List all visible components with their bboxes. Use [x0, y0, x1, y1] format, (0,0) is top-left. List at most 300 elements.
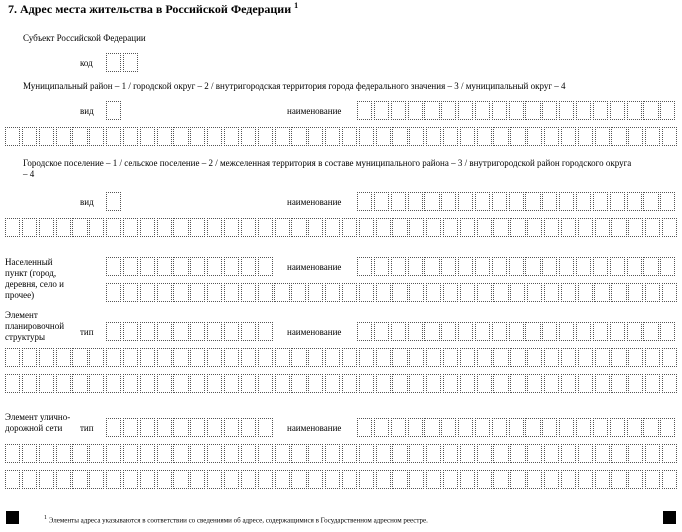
input-cell[interactable] — [392, 348, 407, 367]
input-cell[interactable] — [409, 444, 424, 463]
input-cell[interactable] — [561, 470, 576, 489]
input-cell[interactable] — [443, 348, 458, 367]
urban-settlement-name-cells-2[interactable] — [5, 218, 679, 237]
input-cell[interactable] — [123, 348, 138, 367]
input-cell[interactable] — [22, 374, 37, 393]
input-cell[interactable] — [376, 444, 391, 463]
input-cell[interactable] — [374, 101, 389, 120]
input-cell[interactable] — [89, 348, 104, 367]
input-cell[interactable] — [492, 101, 507, 120]
input-cell[interactable] — [610, 192, 625, 211]
input-cell[interactable] — [578, 127, 593, 146]
input-cell[interactable] — [493, 374, 508, 393]
input-cell[interactable] — [477, 374, 492, 393]
input-cell[interactable] — [525, 101, 540, 120]
input-cell[interactable] — [157, 322, 172, 341]
input-cell[interactable] — [660, 418, 675, 437]
input-cell[interactable] — [645, 348, 660, 367]
input-cell[interactable] — [576, 192, 591, 211]
input-cell[interactable] — [106, 127, 121, 146]
planning-element-type-cells[interactable] — [106, 322, 274, 341]
input-cell[interactable] — [458, 322, 473, 341]
input-cell[interactable] — [241, 470, 256, 489]
input-cell[interactable] — [443, 218, 458, 237]
input-cell[interactable] — [662, 470, 677, 489]
input-cell[interactable] — [544, 374, 559, 393]
input-cell[interactable] — [275, 218, 290, 237]
input-cell[interactable] — [443, 127, 458, 146]
street-element-type-cells[interactable] — [106, 418, 274, 437]
input-cell[interactable] — [426, 444, 441, 463]
input-cell[interactable] — [173, 218, 188, 237]
input-cell[interactable] — [376, 127, 391, 146]
input-cell[interactable] — [561, 127, 576, 146]
input-cell[interactable] — [576, 418, 591, 437]
input-cell[interactable] — [525, 257, 540, 276]
input-cell[interactable] — [408, 257, 423, 276]
input-cell[interactable] — [308, 218, 323, 237]
input-cell[interactable] — [458, 257, 473, 276]
input-cell[interactable] — [595, 127, 610, 146]
input-cell[interactable] — [627, 257, 642, 276]
street-element-name-cells-1[interactable] — [357, 418, 677, 437]
planning-element-name-cells-2[interactable] — [5, 348, 679, 367]
input-cell[interactable] — [207, 374, 222, 393]
planning-element-name-cells-1[interactable] — [357, 322, 677, 341]
input-cell[interactable] — [477, 348, 492, 367]
input-cell[interactable] — [643, 192, 658, 211]
input-cell[interactable] — [391, 192, 406, 211]
input-cell[interactable] — [207, 348, 222, 367]
input-cell[interactable] — [342, 374, 357, 393]
input-cell[interactable] — [374, 257, 389, 276]
input-cell[interactable] — [106, 257, 121, 276]
input-cell[interactable] — [123, 374, 138, 393]
input-cell[interactable] — [576, 322, 591, 341]
input-cell[interactable] — [106, 418, 121, 437]
input-cell[interactable] — [510, 283, 525, 302]
input-cell[interactable] — [140, 257, 155, 276]
input-cell[interactable] — [611, 444, 626, 463]
input-cell[interactable] — [376, 218, 391, 237]
input-cell[interactable] — [392, 218, 407, 237]
input-cell[interactable] — [258, 283, 273, 302]
input-cell[interactable] — [595, 444, 610, 463]
input-cell[interactable] — [409, 127, 424, 146]
input-cell[interactable] — [460, 348, 475, 367]
input-cell[interactable] — [578, 218, 593, 237]
input-cell[interactable] — [241, 218, 256, 237]
input-cell[interactable] — [224, 348, 239, 367]
input-cell[interactable] — [408, 101, 423, 120]
input-cell[interactable] — [325, 283, 340, 302]
input-cell[interactable] — [392, 127, 407, 146]
input-cell[interactable] — [123, 283, 138, 302]
input-cell[interactable] — [492, 418, 507, 437]
input-cell[interactable] — [593, 101, 608, 120]
input-cell[interactable] — [510, 218, 525, 237]
input-cell[interactable] — [275, 348, 290, 367]
input-cell[interactable] — [628, 470, 643, 489]
input-cell[interactable] — [424, 101, 439, 120]
input-cell[interactable] — [525, 418, 540, 437]
input-cell[interactable] — [258, 348, 273, 367]
input-cell[interactable] — [325, 470, 340, 489]
input-cell[interactable] — [308, 470, 323, 489]
input-cell[interactable] — [441, 101, 456, 120]
input-cell[interactable] — [157, 348, 172, 367]
input-cell[interactable] — [190, 127, 205, 146]
input-cell[interactable] — [342, 283, 357, 302]
input-cell[interactable] — [392, 374, 407, 393]
input-cell[interactable] — [275, 444, 290, 463]
input-cell[interactable] — [72, 374, 87, 393]
input-cell[interactable] — [224, 418, 239, 437]
input-cell[interactable] — [660, 192, 675, 211]
input-cell[interactable] — [559, 192, 574, 211]
input-cell[interactable] — [308, 127, 323, 146]
input-cell[interactable] — [89, 374, 104, 393]
locality-type-cells-1[interactable] — [106, 257, 274, 276]
input-cell[interactable] — [56, 470, 71, 489]
input-cell[interactable] — [628, 283, 643, 302]
input-cell[interactable] — [140, 348, 155, 367]
input-cell[interactable] — [123, 218, 138, 237]
input-cell[interactable] — [595, 348, 610, 367]
input-cell[interactable] — [458, 101, 473, 120]
input-cell[interactable] — [559, 101, 574, 120]
input-cell[interactable] — [241, 257, 256, 276]
input-cell[interactable] — [544, 444, 559, 463]
input-cell[interactable] — [391, 418, 406, 437]
input-cell[interactable] — [123, 470, 138, 489]
input-cell[interactable] — [173, 418, 188, 437]
input-cell[interactable] — [325, 374, 340, 393]
input-cell[interactable] — [578, 374, 593, 393]
input-cell[interactable] — [643, 418, 658, 437]
input-cell[interactable] — [493, 218, 508, 237]
municipal-district-type-cell[interactable] — [106, 101, 123, 120]
input-cell[interactable] — [274, 283, 289, 302]
input-cell[interactable] — [542, 192, 557, 211]
input-cell[interactable] — [477, 444, 492, 463]
input-cell[interactable] — [426, 127, 441, 146]
input-cell[interactable] — [595, 218, 610, 237]
input-cell[interactable] — [56, 374, 71, 393]
input-cell[interactable] — [660, 101, 675, 120]
input-cell[interactable] — [72, 127, 87, 146]
input-cell[interactable] — [542, 418, 557, 437]
input-cell[interactable] — [357, 257, 372, 276]
input-cell[interactable] — [409, 374, 424, 393]
input-cell[interactable] — [475, 257, 490, 276]
input-cell[interactable] — [207, 283, 222, 302]
input-cell[interactable] — [173, 257, 188, 276]
input-cell[interactable] — [544, 283, 559, 302]
input-cell[interactable] — [376, 374, 391, 393]
input-cell[interactable] — [359, 374, 374, 393]
input-cell[interactable] — [509, 101, 524, 120]
input-cell[interactable] — [5, 127, 20, 146]
locality-name-cells-1[interactable] — [357, 257, 677, 276]
input-cell[interactable] — [628, 127, 643, 146]
input-cell[interactable] — [39, 218, 54, 237]
input-cell[interactable] — [561, 444, 576, 463]
input-cell[interactable] — [72, 470, 87, 489]
input-cell[interactable] — [460, 127, 475, 146]
input-cell[interactable] — [493, 470, 508, 489]
input-cell[interactable] — [342, 470, 357, 489]
input-cell[interactable] — [578, 470, 593, 489]
input-cell[interactable] — [475, 322, 490, 341]
input-cell[interactable] — [610, 257, 625, 276]
input-cell[interactable] — [542, 257, 557, 276]
input-cell[interactable] — [190, 418, 205, 437]
input-cell[interactable] — [662, 283, 677, 302]
input-cell[interactable] — [593, 322, 608, 341]
input-cell[interactable] — [106, 53, 121, 72]
input-cell[interactable] — [460, 444, 475, 463]
street-element-name-cells-2[interactable] — [5, 444, 679, 463]
input-cell[interactable] — [342, 444, 357, 463]
input-cell[interactable] — [559, 418, 574, 437]
input-cell[interactable] — [645, 374, 660, 393]
input-cell[interactable] — [576, 257, 591, 276]
input-cell[interactable] — [627, 322, 642, 341]
input-cell[interactable] — [662, 444, 677, 463]
input-cell[interactable] — [140, 218, 155, 237]
input-cell[interactable] — [5, 444, 20, 463]
input-cell[interactable] — [359, 283, 374, 302]
input-cell[interactable] — [409, 283, 424, 302]
input-cell[interactable] — [39, 348, 54, 367]
input-cell[interactable] — [56, 127, 71, 146]
input-cell[interactable] — [207, 257, 222, 276]
input-cell[interactable] — [443, 283, 458, 302]
input-cell[interactable] — [342, 218, 357, 237]
municipal-district-name-cells-2[interactable] — [5, 127, 679, 146]
input-cell[interactable] — [424, 322, 439, 341]
input-cell[interactable] — [291, 218, 306, 237]
input-cell[interactable] — [458, 418, 473, 437]
input-cell[interactable] — [258, 218, 273, 237]
input-cell[interactable] — [594, 283, 609, 302]
input-cell[interactable] — [207, 444, 222, 463]
input-cell[interactable] — [359, 218, 374, 237]
input-cell[interactable] — [441, 192, 456, 211]
input-cell[interactable] — [123, 53, 138, 72]
input-cell[interactable] — [408, 322, 423, 341]
input-cell[interactable] — [241, 348, 256, 367]
input-cell[interactable] — [224, 218, 239, 237]
input-cell[interactable] — [106, 374, 121, 393]
input-cell[interactable] — [89, 470, 104, 489]
input-cell[interactable] — [291, 348, 306, 367]
input-cell[interactable] — [39, 444, 54, 463]
input-cell[interactable] — [426, 283, 441, 302]
input-cell[interactable] — [123, 444, 138, 463]
input-cell[interactable] — [325, 218, 340, 237]
input-cell[interactable] — [458, 192, 473, 211]
input-cell[interactable] — [157, 257, 172, 276]
input-cell[interactable] — [660, 257, 675, 276]
input-cell[interactable] — [291, 127, 306, 146]
input-cell[interactable] — [224, 257, 239, 276]
input-cell[interactable] — [662, 374, 677, 393]
input-cell[interactable] — [258, 257, 273, 276]
input-cell[interactable] — [241, 322, 256, 341]
input-cell[interactable] — [527, 348, 542, 367]
input-cell[interactable] — [258, 374, 273, 393]
input-cell[interactable] — [207, 418, 222, 437]
input-cell[interactable] — [207, 470, 222, 489]
input-cell[interactable] — [106, 283, 121, 302]
input-cell[interactable] — [610, 101, 625, 120]
input-cell[interactable] — [359, 444, 374, 463]
input-cell[interactable] — [391, 257, 406, 276]
input-cell[interactable] — [258, 444, 273, 463]
input-cell[interactable] — [72, 348, 87, 367]
input-cell[interactable] — [190, 283, 205, 302]
input-cell[interactable] — [157, 470, 172, 489]
input-cell[interactable] — [359, 470, 374, 489]
input-cell[interactable] — [224, 470, 239, 489]
input-cell[interactable] — [207, 218, 222, 237]
input-cell[interactable] — [460, 470, 475, 489]
input-cell[interactable] — [291, 283, 306, 302]
input-cell[interactable] — [308, 283, 323, 302]
input-cell[interactable] — [509, 418, 524, 437]
input-cell[interactable] — [342, 348, 357, 367]
input-cell[interactable] — [391, 101, 406, 120]
input-cell[interactable] — [510, 470, 525, 489]
input-cell[interactable] — [140, 127, 155, 146]
input-cell[interactable] — [89, 444, 104, 463]
input-cell[interactable] — [493, 444, 508, 463]
input-cell[interactable] — [157, 374, 172, 393]
input-cell[interactable] — [492, 257, 507, 276]
input-cell[interactable] — [477, 470, 492, 489]
input-cell[interactable] — [275, 470, 290, 489]
input-cell[interactable] — [443, 444, 458, 463]
input-cell[interactable] — [441, 257, 456, 276]
input-cell[interactable] — [645, 127, 660, 146]
input-cell[interactable] — [56, 444, 71, 463]
input-cell[interactable] — [509, 257, 524, 276]
input-cell[interactable] — [593, 257, 608, 276]
input-cell[interactable] — [509, 192, 524, 211]
input-cell[interactable] — [22, 470, 37, 489]
input-cell[interactable] — [308, 444, 323, 463]
input-cell[interactable] — [173, 127, 188, 146]
input-cell[interactable] — [258, 322, 273, 341]
input-cell[interactable] — [392, 444, 407, 463]
input-cell[interactable] — [56, 218, 71, 237]
input-cell[interactable] — [106, 101, 121, 120]
input-cell[interactable] — [140, 470, 155, 489]
input-cell[interactable] — [376, 283, 391, 302]
input-cell[interactable] — [643, 257, 658, 276]
input-cell[interactable] — [643, 322, 658, 341]
input-cell[interactable] — [645, 470, 660, 489]
input-cell[interactable] — [610, 418, 625, 437]
input-cell[interactable] — [424, 192, 439, 211]
input-cell[interactable] — [409, 348, 424, 367]
input-cell[interactable] — [157, 444, 172, 463]
input-cell[interactable] — [559, 257, 574, 276]
input-cell[interactable] — [275, 374, 290, 393]
input-cell[interactable] — [89, 127, 104, 146]
input-cell[interactable] — [22, 348, 37, 367]
input-cell[interactable] — [376, 470, 391, 489]
input-cell[interactable] — [374, 192, 389, 211]
input-cell[interactable] — [39, 374, 54, 393]
input-cell[interactable] — [5, 374, 20, 393]
input-cell[interactable] — [342, 127, 357, 146]
input-cell[interactable] — [157, 418, 172, 437]
input-cell[interactable] — [426, 374, 441, 393]
input-cell[interactable] — [628, 348, 643, 367]
input-cell[interactable] — [611, 283, 626, 302]
input-cell[interactable] — [5, 218, 20, 237]
input-cell[interactable] — [157, 218, 172, 237]
input-cell[interactable] — [241, 418, 256, 437]
input-cell[interactable] — [5, 470, 20, 489]
input-cell[interactable] — [493, 127, 508, 146]
input-cell[interactable] — [408, 192, 423, 211]
input-cell[interactable] — [610, 322, 625, 341]
input-cell[interactable] — [22, 127, 37, 146]
input-cell[interactable] — [424, 257, 439, 276]
input-cell[interactable] — [173, 283, 188, 302]
input-cell[interactable] — [258, 127, 273, 146]
input-cell[interactable] — [224, 283, 239, 302]
input-cell[interactable] — [544, 218, 559, 237]
input-cell[interactable] — [275, 127, 290, 146]
input-cell[interactable] — [359, 348, 374, 367]
input-cell[interactable] — [106, 322, 121, 341]
input-cell[interactable] — [224, 127, 239, 146]
input-cell[interactable] — [441, 418, 456, 437]
input-cell[interactable] — [207, 127, 222, 146]
input-cell[interactable] — [527, 444, 542, 463]
urban-settlement-name-cells-1[interactable] — [357, 192, 677, 211]
input-cell[interactable] — [561, 348, 576, 367]
input-cell[interactable] — [660, 322, 675, 341]
input-cell[interactable] — [595, 470, 610, 489]
input-cell[interactable] — [241, 283, 256, 302]
input-cell[interactable] — [510, 374, 525, 393]
input-cell[interactable] — [224, 444, 239, 463]
input-cell[interactable] — [190, 444, 205, 463]
input-cell[interactable] — [357, 418, 372, 437]
input-cell[interactable] — [22, 218, 37, 237]
input-cell[interactable] — [207, 322, 222, 341]
input-cell[interactable] — [241, 127, 256, 146]
input-cell[interactable] — [475, 418, 490, 437]
input-cell[interactable] — [525, 322, 540, 341]
input-cell[interactable] — [173, 374, 188, 393]
input-cell[interactable] — [190, 470, 205, 489]
input-cell[interactable] — [106, 470, 121, 489]
input-cell[interactable] — [140, 418, 155, 437]
input-cell[interactable] — [595, 374, 610, 393]
input-cell[interactable] — [325, 127, 340, 146]
input-cell[interactable] — [140, 283, 155, 302]
urban-settlement-type-cell[interactable] — [106, 192, 123, 211]
input-cell[interactable] — [561, 283, 576, 302]
input-cell[interactable] — [39, 470, 54, 489]
